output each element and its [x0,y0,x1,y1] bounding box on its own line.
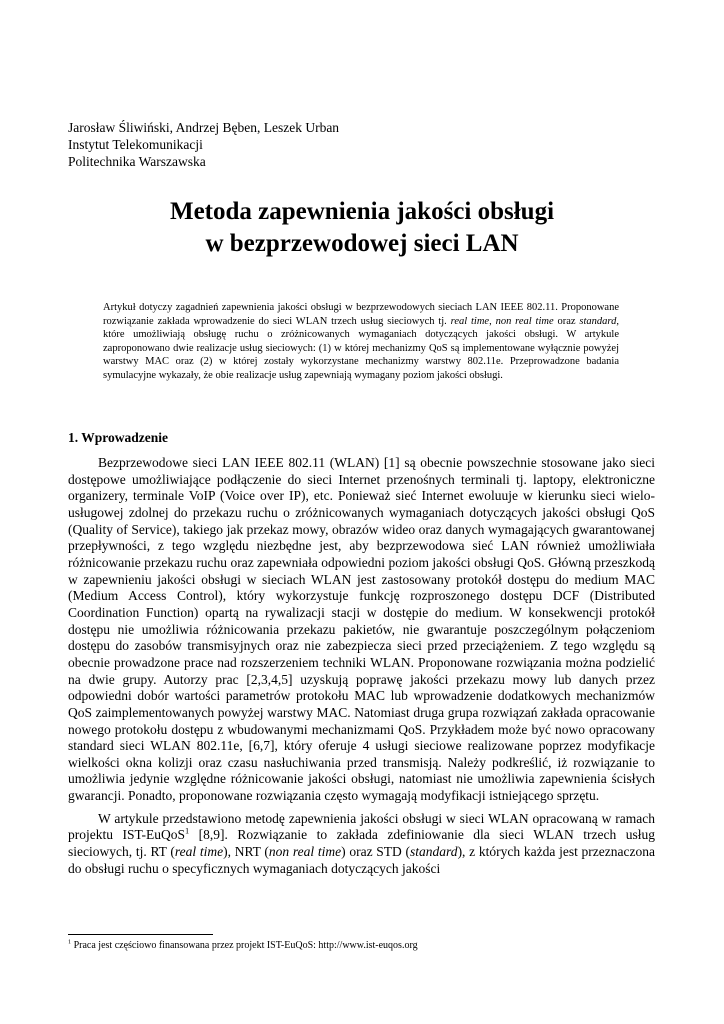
abstract-sep-2: oraz [553,315,580,327]
footnote-reference[interactable]: 1 [185,826,190,836]
abstract [103,301,619,383]
body-paragraph-1: Bezprzewodowe sieci LAN IEEE 802.11 (WLAN) [1] są obecnie powszechnie stosowane jako sieci dostępowe umożliwiające podłączenie do sieci Internet przenośnych terminali tj. laptopy, elektroniczne organizery, terminale VoIP (Voice over IP), etc. Ponieważ sieć Internet ewoluuje w kierunku sieci wielo-usługowej zdolnej do przekazu ruchu o zróżnicowanych wymaganiach dotyczących jakości obsługi QoS (Quality of Service), takiego jak przekaz mowy, obrazów wideo oraz danych wymagających gwarantowanej przepływności, z tego względu niezbędne jest, aby bezprzewodowa sieć LAN również umożliwiała różnicowanie przekazu ruchu oraz zapewniała odpowiedni poziom jakości obsługi QoS. Główną przeszkodą w zapewnieniu jakości obsługi w sieciach WLAN jest zastosowany protokół dostępu do medium MAC (Medium Access Control), który wykorzystuje funkcję rozproszonego dostępu DCF (Distributed Coordination Function) opartą na rywalizacji stacji w dostępie do medium. W konsekwencji protokół dostępu nie umożliwia różnicowania przekazu pakietów, nie gwarantuje poszczególnym połączeniom dostępu do zasobów transmisyjnych oraz nie zabezpiecza sieci przed przeciążeniem. Z tego względu są obecnie prowadzone prace nad rozszerzeniem techniki WLAN. Proponowane rozwiązania można podzielić na dwie grupy. Autorzy prac [2,3,4,5] uzyskują poprawę jakości przekazu mowy lub danych przez odpowiedni dobór wartości parametrów protokołu MAC lub wprowadzenie dodatkowych mechanizmów QoS zaimplementowanych powyżej warstwy MAC. Natomiast druga grupa rozwiązań zakłada opracowanie nowego protokołu dostępu z wbudowanymi mechanizmami QoS. Przykładem może być nowo opracowany standard sieci WLAN 802.11e, [6,7], który oferuje 4 usługi sieciowe realizowane poprzez modyfikacje wielkości okna kolizji oraz czasu nasłuchiwania przed transmisją. Należy podkreślić, iż rozwiązanie to umożliwia jedynie względne różnicowanie jakości obsługi, natomiast nie umożliwia zapewnienia ścisłych gwarancji. Ponadto, proponowane rozwiązania często wymagają modyfikacji istniejącego sprzętu. [68,455,655,804]
abstract-paragraph [103,301,619,383]
title-line-2: w bezprzewodowej sieci LAN [205,230,519,257]
author-university: Politechnika Warszawska [68,154,206,169]
footnote-mark: 1 [68,938,72,946]
para2-real-time: real time [174,844,224,860]
author-names: Jarosław Śliwiński, Andrzej Bęben, Leszek Urban [68,120,340,135]
title-line-1: Metoda zapewnienia jakości obsługi [169,198,555,225]
para2-text-a: W artykule przedstawiono metodę zapewnienia jakości obsługi w sieci WLAN opracowaną w ramach projektu IST-EuQoS [68,810,655,843]
author-institute: Instytut Telekomunikacji [68,137,203,152]
footnote-text: Praca jest częściowo finansowana przez projekt IST-EuQoS: http://www.ist-euqos.org [71,940,418,951]
abstract-non-real-time: non real time [495,315,554,327]
para2-text-d: ) oraz STD ( [341,844,411,860]
abstract-text-1: Artykuł dotyczy zagadnień zapewnienia jakości obsługi w bezprzewodowych sieciach LAN IEEE 802.11. Proponowane rozwiązanie zakłada wprowadzenie do sieci WLAN trzech usług sieciowych tj. [103,302,619,327]
author-block [68,119,339,170]
para2-text-c: ), NRT ( [223,844,269,860]
para2-text-e: ), z których każda jest przeznaczona do obsługi ruchu o specyficznych wymaganiach dotyczących jakości [68,844,655,876]
paper-title [0,196,724,260]
para2-text-b: [8,9]. Rozwiązanie to zakłada zdefiniowanie dla sieci WLAN trzech usług sieciowych, tj. RT ( [68,827,656,860]
abstract-real-time: real time [450,315,490,327]
footnote-divider [68,934,213,935]
para2-non-real-time: non real time [268,844,342,860]
abstract-standard: standard [579,315,617,327]
body-paragraph-2 [68,811,655,878]
abstract-sep-1: , [489,315,496,327]
abstract-text-2: , które umożliwiają obsługę ruchu o zróżnicowanych wymaganiach dotyczących jakości obsługi. W artykule zaproponowano dwie realizacje usług sieciowych: (1) w której mechanizmy QoS są implementowane wyłącznie powyżej warstwy MAC oraz (2) w której zostały wykorzystane mechanizmy warstwy 802.11e. Przeprowadzone badania symulacyjne wykazały, że obie realizacje usług zapewniają wymagany poziom jakości obsługi. [103,315,619,381]
section-body [68,455,655,883]
para2-standard: standard [410,844,458,860]
section-heading: 1. Wprowadzenie [68,430,169,445]
footnote [68,940,418,951]
